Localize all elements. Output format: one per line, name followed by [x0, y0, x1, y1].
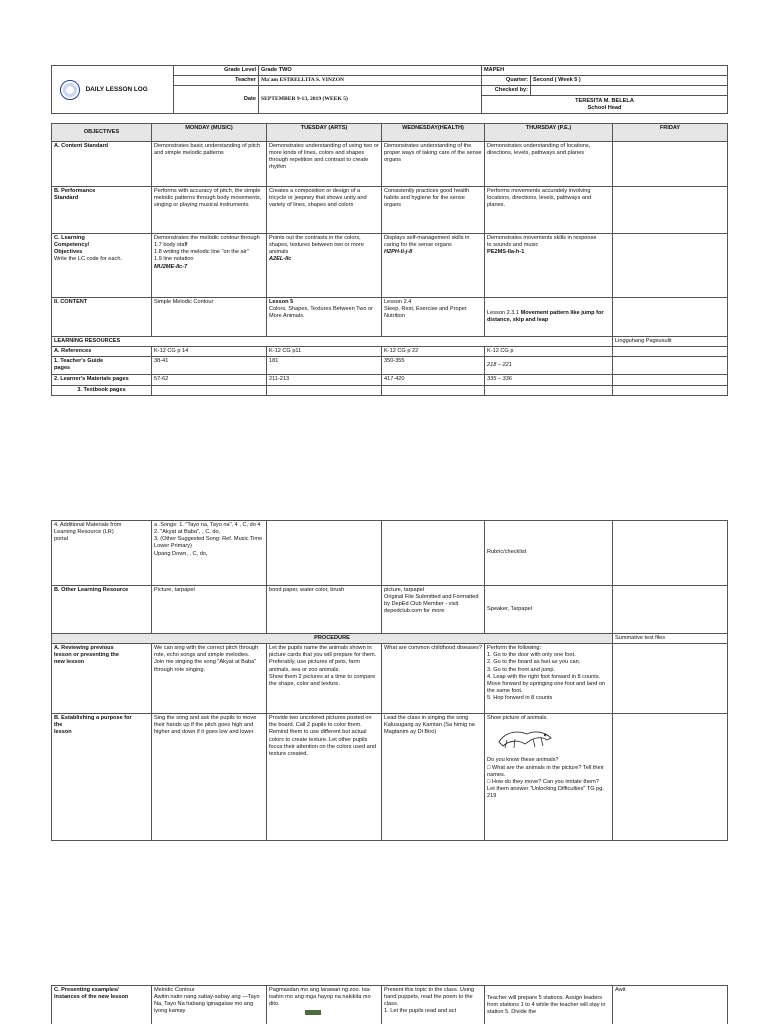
table-cell: Melodic Contour Awitin natin nang sabay-sabay ang —Tayo Na, Tayo Na habang iginagalaw mo ang iyong kamay — [152, 986, 267, 1024]
checked-by-blank — [531, 86, 728, 96]
wednesday-header: WEDNESDAY(HEALTH) — [382, 124, 485, 142]
table-row — [52, 375, 728, 386]
procedure-table — [51, 520, 728, 841]
table-cell: Simple Melodic Contour — [152, 298, 267, 337]
lc-code: A2EL-IIc — [269, 256, 292, 263]
checked-by-label: Checked by: — [482, 86, 531, 96]
tuesday-header: TUESDAY (ARTS) — [267, 124, 382, 142]
lesson-text: Colors, Shapes, Textures Between Two or More Animals. — [269, 306, 373, 320]
zoo-picture — [305, 1010, 321, 1015]
table-cell — [613, 298, 728, 337]
table-cell: 38-41 — [152, 357, 267, 375]
date-value: SEPTEMBER 9-13, 2019 (WEEK 5) — [259, 86, 482, 114]
table-cell: Awit — [613, 986, 728, 1024]
quarter-label: Quarter: — [482, 76, 531, 86]
table-cell: Performs movements accurately involving locations, directions, levels, pathways and planes. — [485, 187, 613, 234]
table-row — [52, 986, 728, 1024]
table-cell — [267, 298, 382, 337]
lc-code: H2PH-Ii-j-8 — [384, 249, 413, 256]
table-row — [52, 521, 728, 586]
table-cell — [267, 521, 382, 586]
table-cell — [267, 386, 382, 396]
table-row — [52, 634, 728, 644]
table-row — [52, 142, 728, 187]
row-label: C. Learning Competency/ Objectives — [54, 235, 90, 256]
objectives-header: OBJECTIVES — [52, 124, 152, 142]
animals-picture — [495, 724, 555, 750]
lesson-prefix: Lesson 2.3.1 — [487, 309, 521, 316]
table-cell: Let the pupils name the animals shown in picture cards that you will prepare for them. Preferably, use pictures of pets, farm animals, sea or zoo animals. Show them 2 pictures at a time to compare the shape, color and texture. — [267, 644, 382, 714]
table-cell — [613, 142, 728, 187]
row-label: C. Presenting examples/ instances of the new lesson — [52, 986, 152, 1024]
row-label: 1. Teacher's Guide pages — [52, 357, 152, 375]
table-row — [52, 714, 728, 841]
table-cell: Picture, tarpapel — [152, 586, 267, 634]
table-row — [52, 187, 728, 234]
table-cell: Present this topic to the class. Using hand puppets, read the poem to the class. 1. Let the pupils read and act — [382, 986, 485, 1024]
table-cell — [152, 386, 267, 396]
animals-questions: Do you know these animals? □ What are the animals in the picture? Tell their names. □ How do they move? Can you imitate them? Let them answer "Unlocking Difficulties" TG pg. 219 — [487, 757, 604, 800]
competency-text: Displays self-management skills in caring for the sense organs — [384, 235, 470, 249]
logo-title-cell — [52, 66, 174, 114]
table-cell: Lead the class in singing the song Kalusugang ay Kamtan (Sa himig na Magtanim ay Di Biro) — [382, 714, 485, 841]
animals-prompt: Show picture of animals. — [487, 715, 548, 722]
row-label: 2. Learner's Materials pages — [52, 375, 152, 386]
table-cell: bond paper, water color, brush — [267, 586, 382, 634]
table-cell — [382, 521, 485, 586]
table-cell: 57-62 — [152, 375, 267, 386]
header-table — [51, 65, 728, 114]
table-cell — [485, 298, 613, 337]
table-cell: Demonstrates understanding of the proper ways of taking care of the sense organs — [382, 142, 485, 187]
table-row — [52, 586, 728, 634]
row-label: II. CONTENT — [52, 298, 152, 337]
teacher-label: Teacher — [174, 76, 259, 86]
table-cell — [613, 375, 728, 386]
table-cell: 417-420 — [382, 375, 485, 386]
deped-seal-logo — [60, 80, 80, 100]
presenting-text: Pagmasdan mo ang larawan ng zoo. Isa-isahin mo ang mga hayop na nakikita mo dito. — [269, 987, 371, 1008]
table-cell — [613, 521, 728, 586]
table-cell — [613, 586, 728, 634]
row-label-cell — [52, 234, 152, 298]
table-cell: Provide two uncolored pictures posted on the board. Call 2 pupils to color them. Remind them to use different but actual colors to create texture. Let other pupils focus their attention on the colors used and texture created. — [267, 714, 382, 841]
lesson-title: Lesson 5 — [269, 299, 294, 305]
checker-name: TERESITA M. BELELA — [575, 97, 634, 104]
table-cell: Sing the song and ask the pupils to move their hands up if the pitch goes high and higher and down if it goes low and lower. — [152, 714, 267, 841]
table-cell: 335 – 336 — [485, 375, 613, 386]
table-cell: Summative test files — [613, 634, 728, 644]
table-row — [52, 644, 728, 714]
table-cell — [267, 986, 382, 1024]
table-cell: 181 — [267, 357, 382, 375]
table-cell: Teacher will prepare 5 stations. Assign leaders from stations 1 to 4 while the teacher will stay in station 5. Divide the — [485, 986, 613, 1024]
row-label: B. Other Learning Resource — [52, 586, 152, 634]
grade-level-value: Grade TWO — [259, 66, 482, 76]
table-cell — [485, 386, 613, 396]
table-cell: Consistently practices good health habits and hygiene for the sense organs — [382, 187, 485, 234]
table-cell: Speaker, Tarpapel — [485, 586, 613, 634]
table-row — [52, 234, 728, 298]
quarter-value: Second ( Week 5 ) — [531, 76, 728, 86]
procedure-label: PROCEDURE — [52, 634, 613, 644]
table-cell: 211-213 — [267, 375, 382, 386]
table-cell — [613, 357, 728, 375]
row-label: 4. Additional Materials from Learning Resource (LR) portal — [52, 521, 152, 586]
table-cell: Perform the following: 1. Go to the door with only one foot. 2. Go to the board as fast as you can. 3. Go to the front and jump. 4. Leap with the right foot forward in 8 counts. Move forward by springing one foot and land on the same foot. 5. Hop forward in 8 counts — [485, 644, 613, 714]
table-row — [52, 357, 728, 375]
row-label: A. Content Standard — [52, 142, 152, 187]
table-cell: 218 – 221 — [485, 357, 613, 375]
objectives-table — [51, 123, 728, 396]
lesson-bold: Movement pattern like jump for distance, skip and leap — [487, 309, 604, 323]
table-cell — [267, 234, 382, 298]
friday-header: FRIDAY — [613, 124, 728, 142]
table-cell: K-12 CG p 14 — [152, 347, 267, 357]
table-cell — [613, 234, 728, 298]
table-cell: Demonstrates understanding of locations, directions, levels, pathways and planes — [485, 142, 613, 187]
teacher-value: Ma'am ESTRELLITA S. VINZON — [259, 76, 482, 86]
table-cell — [382, 234, 485, 298]
table-cell: Lingguhang Pagsusulit — [613, 337, 728, 347]
table-cell: Demonstrates understanding of using two or more kinds of lines, colors and shapes through repetition and contrast to create rhythm — [267, 142, 382, 187]
table-cell — [485, 234, 613, 298]
table-cell: K-12 CG p 22 — [382, 347, 485, 357]
row-label: B. Performance Standard — [52, 187, 152, 234]
lc-code-note: Write the LC code for each. — [54, 256, 122, 263]
table-cell — [382, 386, 485, 396]
learning-resources-label: LEARNING RESOURCES — [52, 337, 613, 347]
grade-level-label: Grade Level — [174, 66, 259, 76]
lc-code: MU2ME-IIc-7 — [154, 263, 188, 270]
table-cell: Performs with accuracy of pitch, the simple melodic patterns through body movements, singing or playing musical instruments — [152, 187, 267, 234]
table-row — [52, 337, 728, 347]
table-row — [52, 347, 728, 357]
table-row — [52, 298, 728, 337]
row-label: B. Establishing a purpose for the lesson — [52, 714, 152, 841]
subject-value: MAPEH — [482, 66, 728, 76]
table-cell: Lesson 2.4 Sleep, Rest, Exercise and Proper Nutrition — [382, 298, 485, 337]
table-cell: picture, tarpapel Original File Submitted and Formatted by DepEd Club Member - visit depedclub.com for more — [382, 586, 485, 634]
competency-text: Demonstrates the melodic contour through 1.7 body staff 1.8 writing the melodic line "on the air" 1.9 line notation — [154, 235, 260, 263]
table-cell — [613, 386, 728, 396]
table-cell: K-12 CG p11 — [267, 347, 382, 357]
row-label: A. References — [52, 347, 152, 357]
monday-header: MONDAY (MUSIC) — [152, 124, 267, 142]
row-label: A. Reviewing previous lesson or presenting the new lesson — [52, 644, 152, 714]
table-cell: We can sing with the correct pitch through rote, echo songs and simple melodies. Join me singing the song "Akyat at Baba" through rote singing. — [152, 644, 267, 714]
lc-code: PE2MS-IIa-h-1 — [487, 249, 525, 256]
checker-cell — [482, 96, 728, 114]
table-cell — [613, 644, 728, 714]
table-cell — [613, 187, 728, 234]
table-cell — [613, 714, 728, 841]
table-cell: Rubric/checklist — [485, 521, 613, 586]
table-cell: a .Songs: 1. "Tayo na, Tayo na", 4 , C, do 4 2. "Akyat at Baba", , C, do, 3. (Other Suggested Song: Ref. Music Time Lower Primary) Upang Down, , C, do, — [152, 521, 267, 586]
competency-text: Demonstrates movements skills in response to sounds and music — [487, 235, 597, 249]
presenting-table — [51, 985, 728, 1024]
document-title: DAILY LESSON LOG — [85, 85, 148, 93]
table-cell: What are common childhood diseases? — [382, 644, 485, 714]
table-cell: K-12 CG p — [485, 347, 613, 357]
row-label: 3. Textbook pages — [52, 386, 152, 396]
table-cell: 350-355 — [382, 357, 485, 375]
table-cell — [613, 347, 728, 357]
table-cell — [152, 234, 267, 298]
checker-title: School Head — [587, 104, 622, 111]
table-row — [52, 386, 728, 396]
competency-text: Points out the contrasts in the colors, shapes, textures between two or more animals — [269, 235, 364, 256]
thursday-header: THURSDAY (P.E.) — [485, 124, 613, 142]
table-cell — [485, 714, 613, 841]
table-cell: Demonstrates basic understanding of pitch and simple melodic patterns — [152, 142, 267, 187]
date-label: Date — [174, 86, 259, 114]
table-cell: Creates a composition or design of a tricycle or jeepney that shows unity and variety of lines, shapes and colors — [267, 187, 382, 234]
